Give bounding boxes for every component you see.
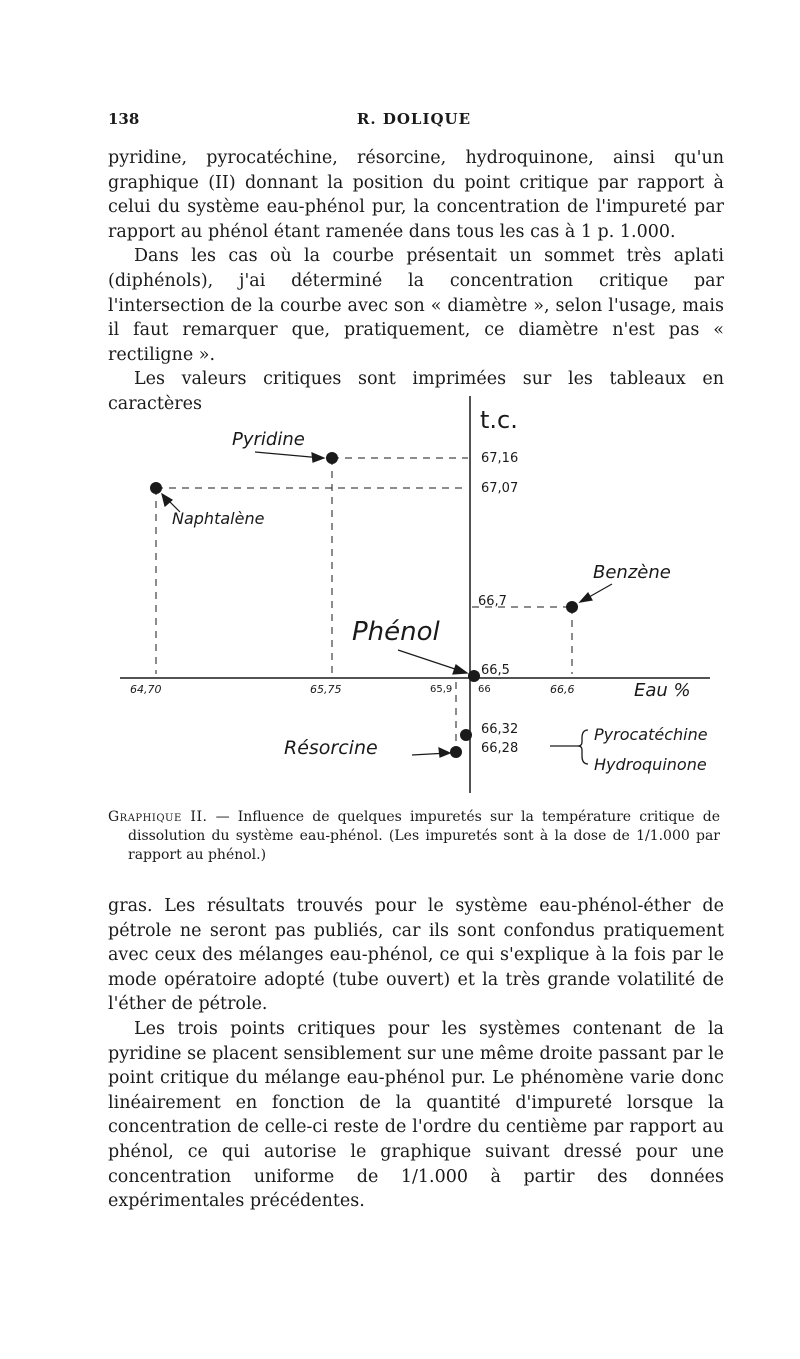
point-pyridine [326, 452, 338, 464]
caption-label: Graphique II. [108, 809, 208, 825]
x-axis-label: Eau % [634, 680, 691, 701]
running-header [108, 110, 720, 130]
bottom-text-block [108, 894, 724, 1214]
point-phenol [468, 670, 480, 682]
value-label: 66,28 [481, 741, 519, 756]
x-tick-label: 65,9 [430, 684, 453, 695]
point-resorcine [450, 746, 462, 758]
paragraph: Dans les cas où la courbe présentait un sommet très aplati (diphénols), j'ai déterminé la concentration critique par l'intersection de la courbe avec son « diamètre », selon l'usage, mais il faut remarquer que, pratiquement, ce diamètre n'est pas « rectiligne ». [108, 246, 724, 365]
figure-caption [108, 808, 720, 865]
y-axis-label: t.c. [480, 406, 518, 434]
label-benzene: Benzène [593, 562, 671, 583]
brace-icon [578, 730, 588, 764]
value-label: 67,07 [481, 481, 519, 496]
x-tick-label: 64,70 [130, 683, 162, 696]
point-pyrocatechine [460, 729, 472, 741]
x-tick-label: 65,75 [310, 683, 342, 696]
paragraph: Les trois points critiques pour les systèmes contenant de la pyridine se placent sensiblement sur une même droite passant par le point critique du mélange eau-phénol pur. Le phénomène varie donc linéairement en fonction de la quantité d'impureté lorsque la concentration de celle-ci reste de l'ordre du centième par rapport au phénol, ce qui autorise le graphique suivant dressé pour une concentration uniforme de 1/1.000 à partir des données expérimentales précédentes. [108, 1018, 724, 1212]
x-tick-label: 66,6 [550, 683, 575, 696]
label-pyridine: Pyridine [232, 429, 305, 450]
value-label: 67,16 [481, 451, 519, 466]
guide-lines [156, 458, 572, 752]
label-hydroquinone: Hydroquinone [594, 755, 707, 774]
value-label: 66,32 [481, 722, 519, 737]
label-pyrocatechine: Pyrocatéchine [594, 725, 708, 744]
top-text-block [108, 146, 724, 417]
caption-text: — Influence de quelques impuretés sur la température critique de dissolution du système eau-phénol. (Les impuretés sont à la dose de 1/1.000 par rapport au phénol.) [128, 809, 720, 863]
value-label: 66,5 [481, 663, 510, 678]
label-naphtalene: Naphtalène [172, 509, 265, 528]
paragraph: gras. Les résultats trouvés pour le système eau-phénol-éther de pétrole ne seront pas publiés, car ils sont confondus pratiquement avec ceux des mélanges eau-phénol, ce qui s'explique à la fois par le mode opératoire adopté (tube ouvert) et la très grande volatilité de l'éther de pétrole. [108, 896, 724, 1015]
point-naphtalene [150, 482, 162, 494]
label-resorcine: Résorcine [284, 737, 378, 759]
paragraph: Les valeurs critiques sont imprimées sur les tableaux en caractères [108, 369, 724, 414]
label-phenol: Phénol [352, 617, 440, 647]
label-arrows [162, 452, 612, 757]
page-number: 138 [108, 110, 140, 128]
figure-graph [100, 388, 720, 798]
paragraph: pyridine, pyrocatéchine, résorcine, hydroquinone, ainsi qu'un graphique (II) donnant la position du point critique par rapport à celui du système eau-phénol pur, la concentration de l'impureté par rapport au phénol étant ramenée dans tous les cas à 1 p. 1.000. [108, 148, 724, 242]
x-tick-label: 66 [478, 684, 491, 695]
value-label: 66,7 [478, 594, 507, 609]
running-title: R. DOLIQUE [356, 110, 472, 128]
point-benzene [566, 601, 578, 613]
